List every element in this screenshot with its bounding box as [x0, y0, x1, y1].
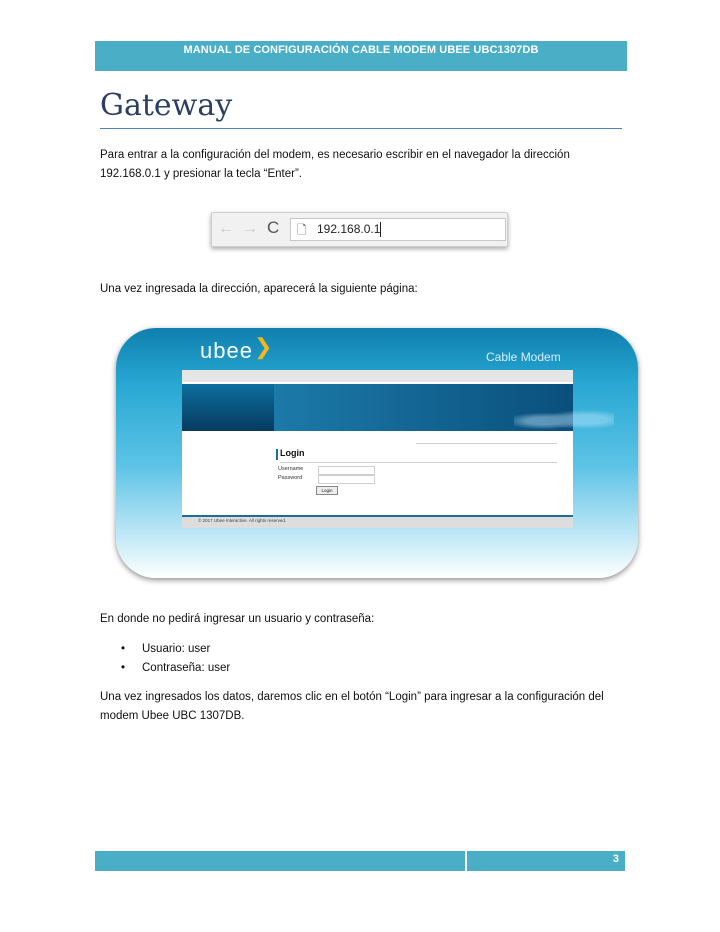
text-caret [380, 222, 381, 237]
back-arrow-icon: ← [218, 220, 234, 237]
login-panel [182, 370, 573, 528]
closing-line-1: Una vez ingresados los datos, daremos clic en el botón “Login” para ingresar a la configuración del [100, 691, 604, 703]
browser-address-bar-screenshot [211, 212, 508, 247]
bullet-icon: • [121, 662, 126, 674]
list-item [112, 640, 230, 659]
ubee-logo: ubee [200, 338, 253, 363]
password-label: Password [278, 475, 303, 481]
address-text: 192.168.0.1 [317, 222, 381, 236]
forward-arrow-icon: → [242, 220, 258, 237]
list-item [112, 659, 230, 678]
login-title: Login [280, 448, 305, 458]
after-address-text: Una vez ingresada la dirección, aparecerá la siguiente página: [100, 283, 418, 295]
username-label: Username [278, 466, 304, 472]
product-name: Cable Modem [486, 350, 561, 364]
copyright-text: © 2017 Ubee Interactive. All rights reserved. [198, 518, 287, 523]
world-map-graphic [514, 406, 614, 436]
credentials-intro: En donde no pedirá ingresar un usuario y contraseña: [100, 613, 375, 625]
intro-line-1: Para entrar a la configuración del modem, es necesario escribir en el navegador la dirección [100, 149, 570, 161]
reload-icon: C [267, 218, 280, 237]
divider-line [416, 443, 557, 444]
bullet-icon: • [121, 643, 126, 655]
list-item-text: Contraseña: user [142, 662, 231, 674]
panel-footer [182, 515, 573, 528]
address-field [290, 218, 506, 241]
page-number: 3 [612, 853, 619, 865]
footer-bar [95, 851, 625, 871]
top-bar [182, 370, 573, 382]
credentials-list [112, 640, 230, 678]
banner-left [182, 384, 274, 431]
closing-line-2: modem Ubee UBC 1307DB. [100, 710, 245, 722]
login-title-accent [276, 449, 278, 460]
password-input [318, 475, 375, 484]
page-heading: Gateway [100, 88, 233, 123]
header-bar [95, 41, 627, 71]
ubee-wing-icon: ❯ [254, 334, 273, 359]
banner-right [274, 384, 573, 431]
footer-divider [465, 851, 467, 871]
intro-line-2: 192.168.0.1 y presionar la tecla “Enter”. [100, 168, 303, 180]
page-icon: 🗋 [297, 223, 307, 237]
intro-paragraph [100, 146, 570, 184]
login-button: Login [316, 486, 338, 495]
header-title: MANUAL DE CONFIGURACIÓN CABLE MODEM UBEE UBC1307DB [183, 44, 539, 56]
username-input [318, 466, 375, 475]
heading-divider [100, 128, 622, 129]
list-item-text: Usuario: user [142, 643, 211, 655]
ubee-login-screenshot [116, 328, 638, 578]
login-divider [280, 462, 557, 463]
closing-paragraph [100, 688, 604, 726]
